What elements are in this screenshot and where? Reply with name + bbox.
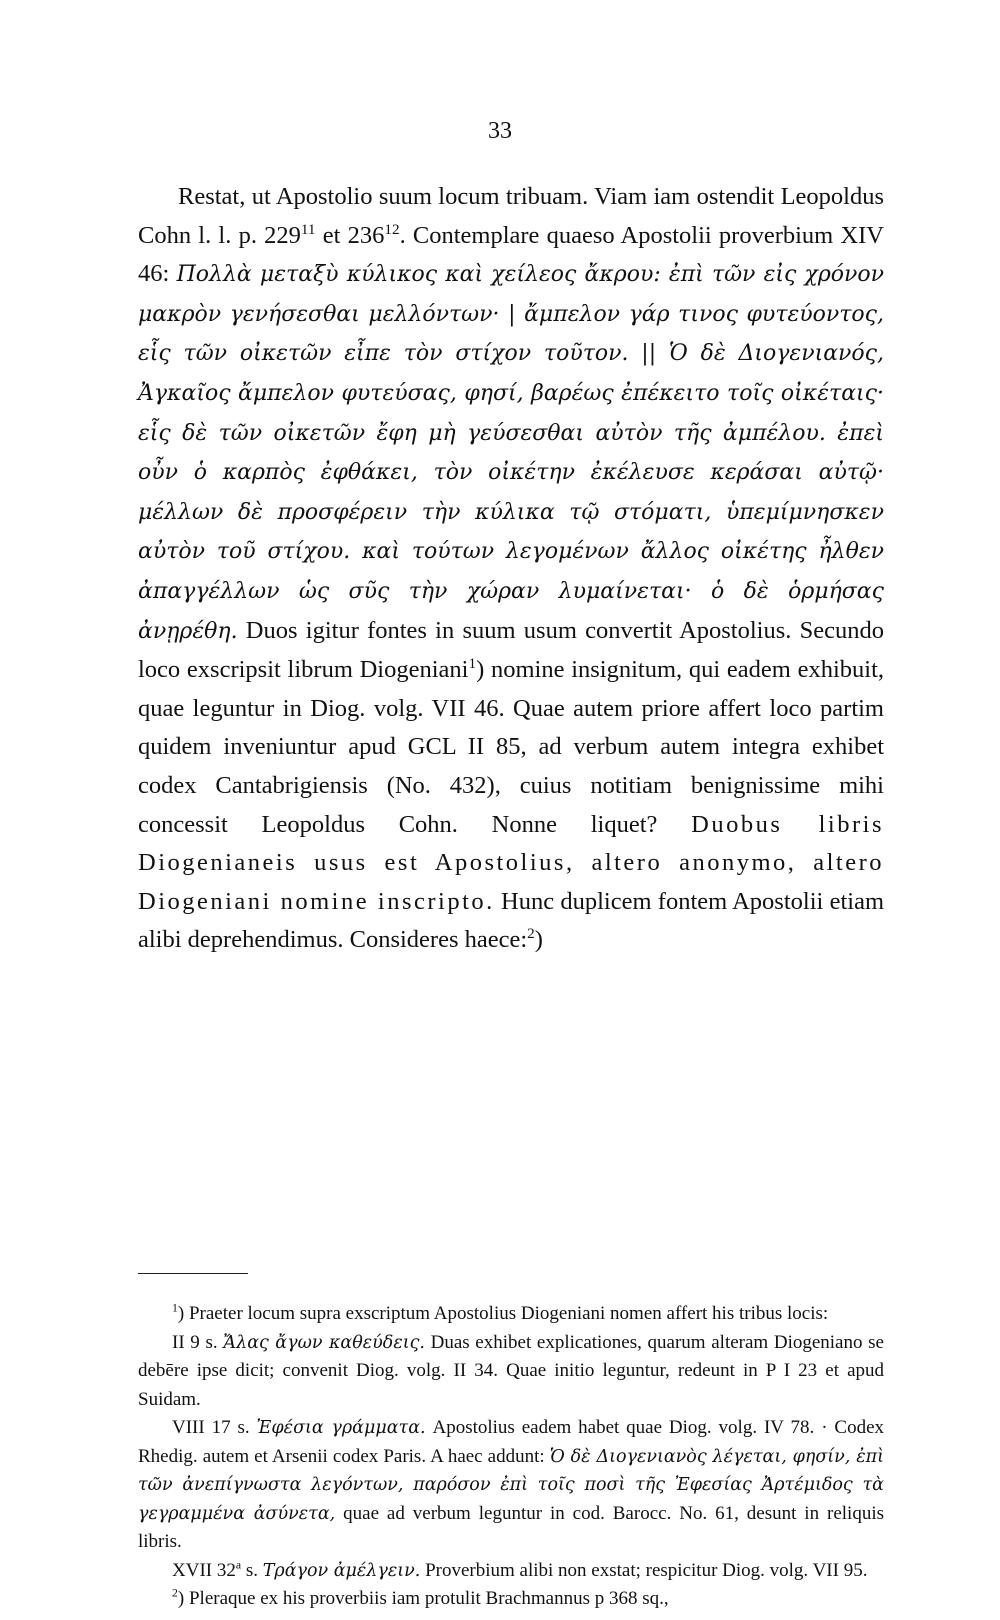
footnote-text: ) Praeter locum supra exscriptum Apostolius Diogeniani nomen affert his tribus locis: [177, 1303, 829, 1324]
item-ref: VIII 17 s. [172, 1417, 257, 1438]
item-text: Apostolius eadem habet quae Diog. volg. IV 78. · Codex Rhedig. autem et Arsenii codex Paris. A haec addunt: [138, 1417, 885, 1467]
spaced-emphasis: Duobus libris Diogenianeis usus est Apostolius, altero anonymo, altero Diogeniani nomine inscripto. [138, 810, 884, 915]
footnotes [138, 1300, 884, 1614]
footnote-ref: 2 [527, 925, 535, 943]
greek-proverb: Τράγον ἀμέλγειν. [262, 1560, 421, 1581]
page-number: 33 [488, 118, 512, 144]
greek-proverb: Ἐφέσια γράμματα. [256, 1418, 426, 1438]
superscript-ref: 12 [384, 220, 400, 238]
footnote-text: ) Pleraque ex his proverbiis iam protulit Brachmannus p 368 sq., [177, 1588, 669, 1609]
text-span: et 236 [315, 221, 385, 249]
footnote-mark: 1 [172, 1301, 178, 1315]
greek-quotation: Ὁ δὲ Διογενιανὸς λέγεται, φησίν, ἐπὶ τῶν ἀνεπίγνωστα λεγόντων, παρόσον ἐπὶ τοῖς ποσὶ τῆς Ἐφεσίας Ἀρτέμιδος τὰ γεγραμμένα ἀσύνετα, [138, 1446, 884, 1524]
item-text: quae ad verbum leguntur in cod. Barocc. No. 61, desunt in reliquis libris. [138, 1502, 884, 1552]
footnote-2 [138, 1585, 884, 1614]
footnote-mark: 2 [172, 1586, 178, 1600]
text-span: ) nomine insignitum, qui eadem exhibuit, quae leguntur in Diog. volg. VII 46. Quae autem priore affert loco partim quidem inveniuntur apud GCL II 85, ad verbum autem integra exhibet codex Cantabrigiensis (No. 432), cuius notitiam benignissime mihi concessit Leopoldus Cohn. Nonne liquet? [138, 656, 884, 838]
greek-proverb: Ἄλας ἄγων καθεύδεις. [223, 1332, 425, 1353]
footnote-item [138, 1557, 884, 1586]
footnote-item [138, 1414, 884, 1557]
item-ref: s. [241, 1559, 263, 1581]
greek-quotation: Πολλὰ μεταξὺ κύλικος καὶ χείλεος ἄκρου: ἐπὶ τῶν εἰς χρόνον μακρὸν γενήσεσθαι μελλόντων· | ἄμπελον γάρ τινος φυτεύοντος, εἷς τῶν οἰκετῶν εἶπε τὸν στίχον τοῦτον. || Ὁ δὲ Διογενιανός, Ἀγκαῖος ἄμπελον φυτεύσας, φησί, βαρέως ἐπέκειτο τοῖς οἰκέταις· εἷς δὲ τῶν οἰκετῶν ἔφη μὴ γεύσεσθαι αὐτὸν τῆς ἀμπέλου. ἐπεὶ οὖν ὁ καρπὸς ἐφθάκει, τὸν οἰκέτην ἐκέλευσε κεράσαι αὐτῷ· μέλλων δὲ προσφέρειν τὴν κύλικα τῷ στόματι, ὑπεμίμνησκεν αὐτὸν τοῦ στίχου. καὶ τούτων λεγομένων ἄλλος οἰκέτης ἦλθεν ἀπαγγέλλων ὡς σῦς τὴν χώραν λυμαίνεται· ὁ δὲ ὁρμήσας ἀνῃρέθη. [138, 262, 884, 644]
text-span: Hunc duplicem fontem Apostolii etiam alibi deprehendimus. Consideres haece: [138, 887, 884, 954]
text-span: Duos igitur fontes in suum usum convertit Apostolius. Secundo loco exscripsit librum Diogeniani [138, 616, 884, 684]
main-text [138, 178, 884, 960]
item-ref: II 9 s. [172, 1331, 224, 1353]
footnote-1 [138, 1300, 884, 1329]
text-span: Restat, ut Apostolio suum locum tribuam. Viam iam ostendit Leopoldus Cohn l. l. p. 229 [138, 183, 884, 249]
main-paragraph [138, 178, 884, 960]
footnote-item [138, 1329, 884, 1415]
footnote-ref: 1 [468, 654, 477, 672]
text-span: ) [534, 926, 543, 954]
item-text: Proverbium alibi non exstat; respicitur Diog. volg. VII 95. [420, 1559, 868, 1581]
item-ref-sup: a [235, 1558, 242, 1572]
superscript-ref: 11 [300, 220, 316, 238]
item-ref: XVII 32 [172, 1559, 236, 1581]
footnote-divider [138, 1273, 248, 1274]
item-text: Duas exhibet explicationes, quarum alteram Diogeniano se debēre ipse dicit; convenit Diog. volg. II 34. Quae initio leguntur, redeunt in P I 23 et apud Suidam. [138, 1331, 884, 1410]
text-span: . Contemplare quaeso Apostolii proverbium XIV 46: [138, 221, 884, 288]
